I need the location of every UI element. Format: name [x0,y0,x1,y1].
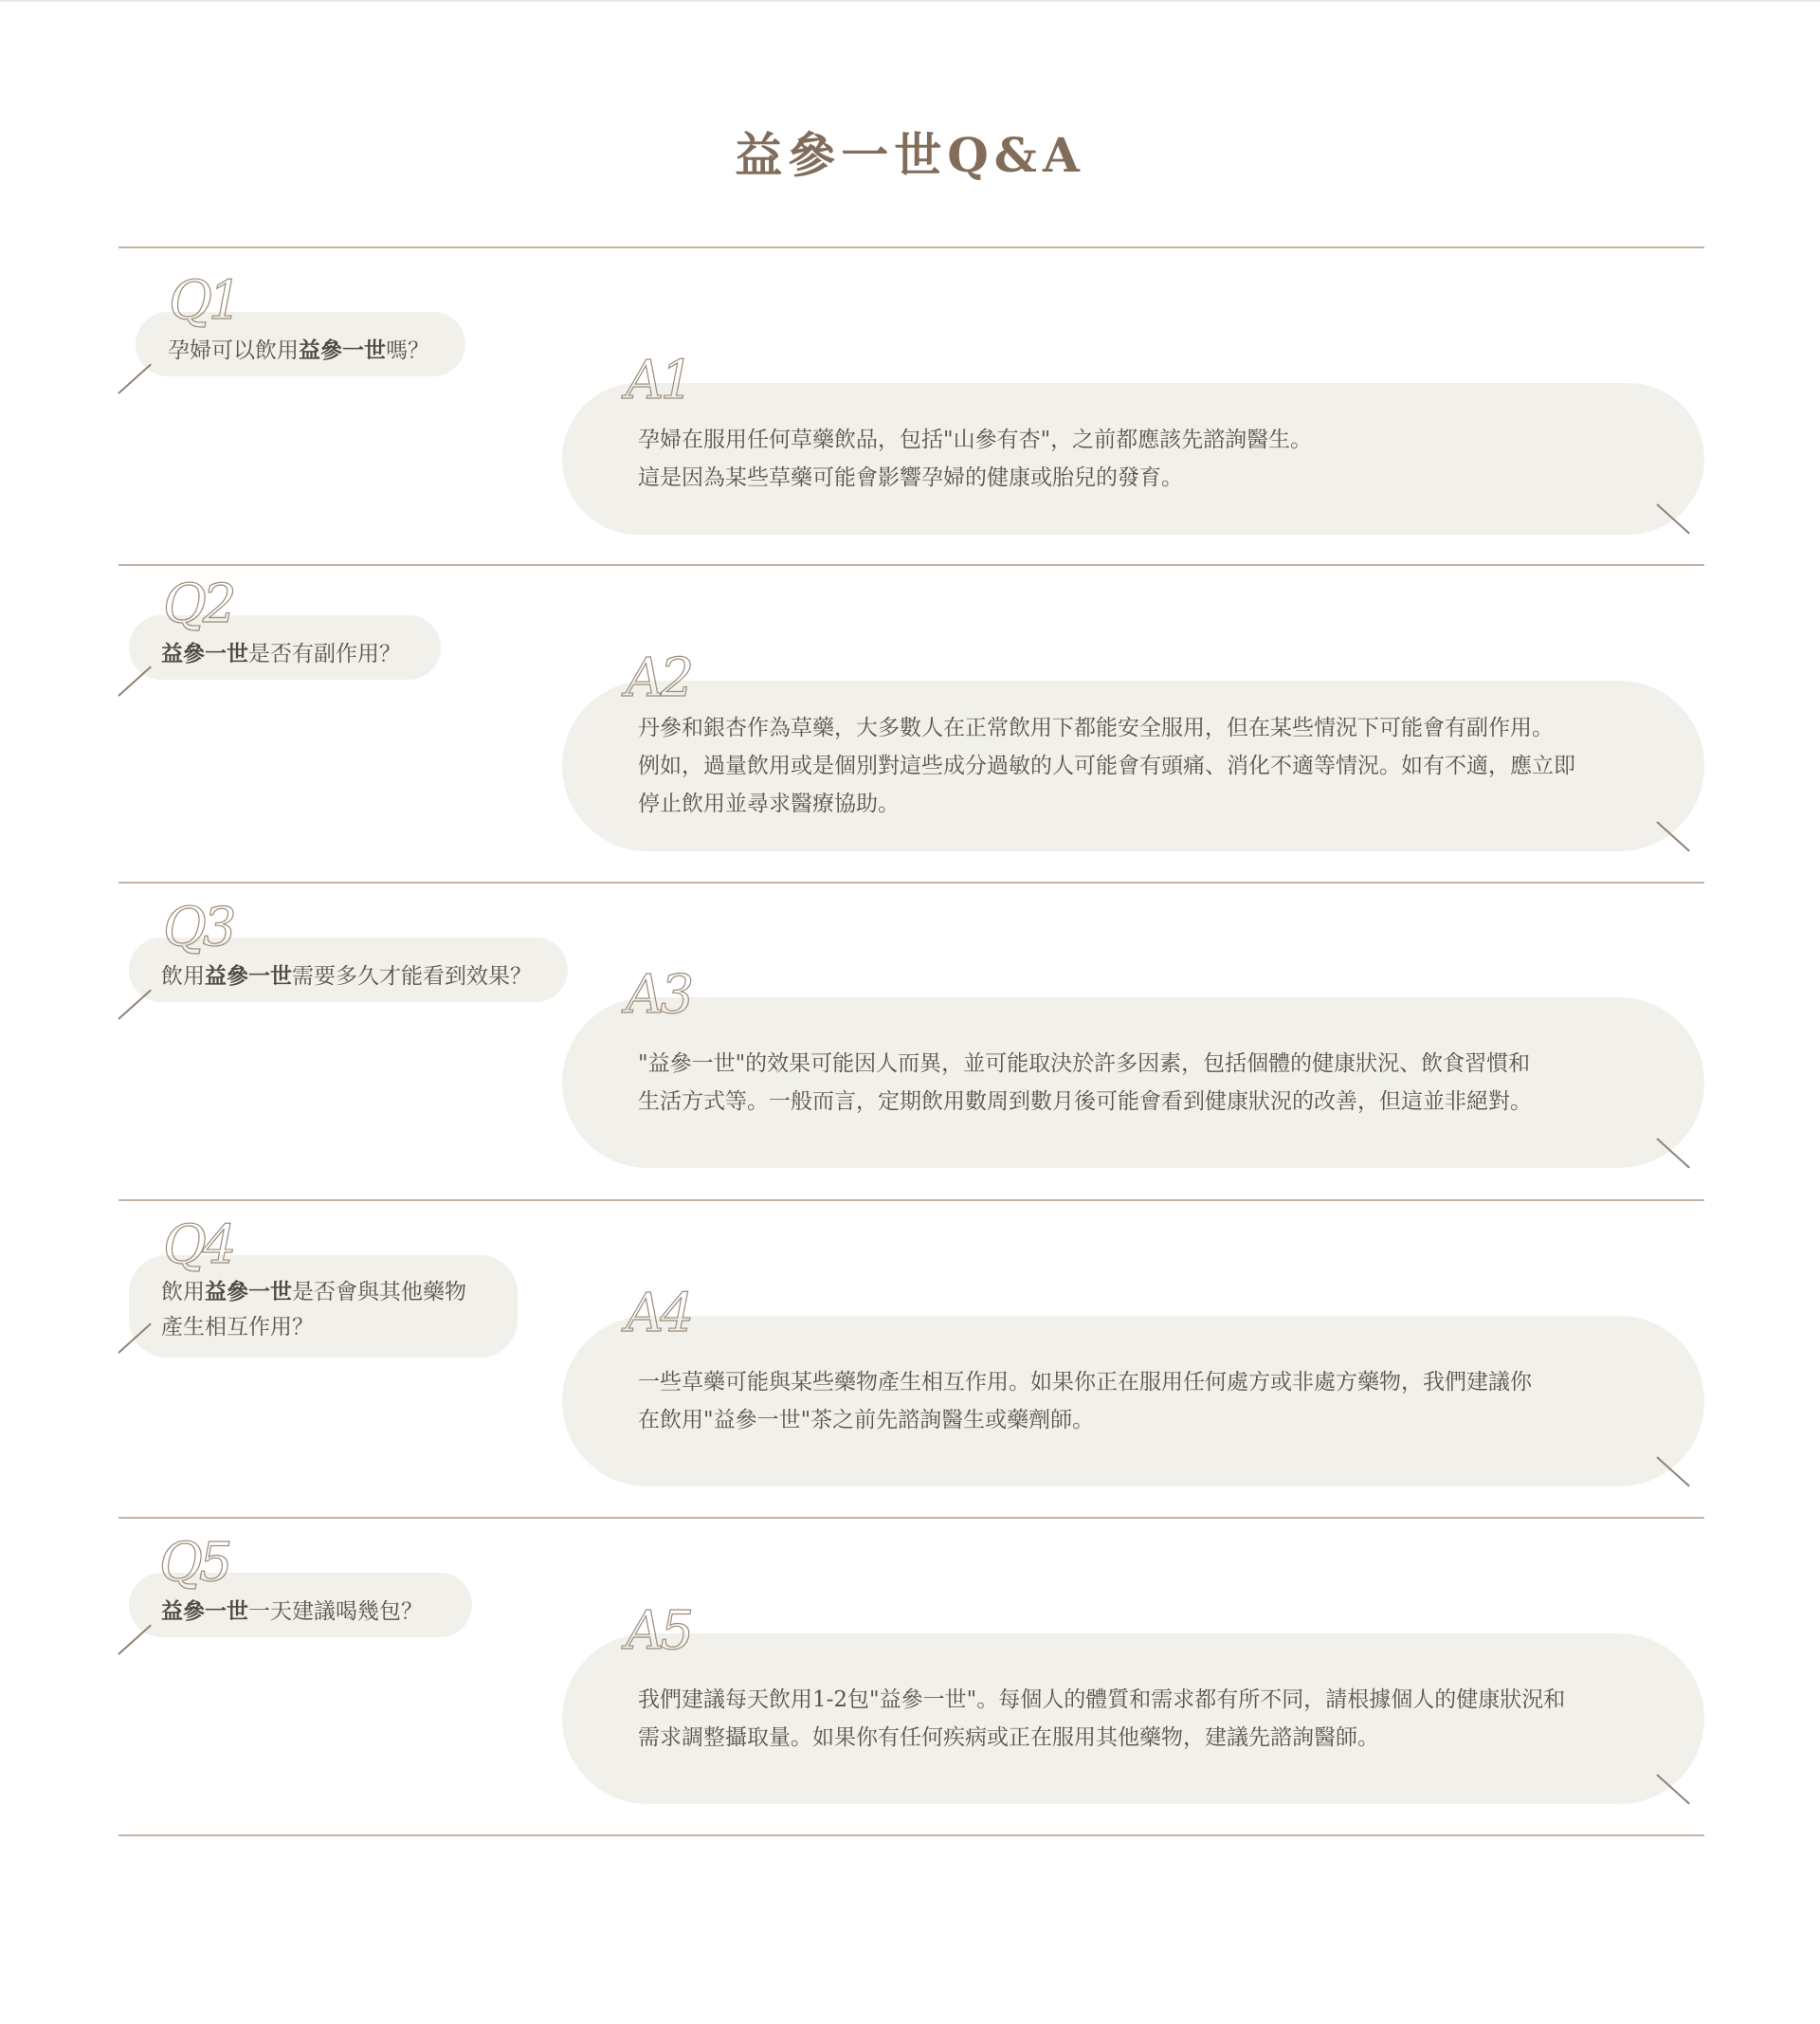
divider [118,564,1704,566]
answer-bubble [562,997,1704,1168]
question-tail [118,989,152,1019]
page-title: 益參一世Q&A [735,127,1085,183]
product-name: 益參一世 [205,1279,292,1304]
divider [118,1834,1704,1836]
question-text: 是否會與其他藥物 [292,1280,466,1304]
answer-bubble [562,1633,1704,1804]
question-text: 需要多久才能看到效果？ [292,964,532,989]
question-tail [118,363,152,393]
question-number: Q3 [163,897,233,958]
answer-number: A3 [626,964,691,1026]
question-line: 產生相互作用？ [161,1315,314,1340]
answer-number: A5 [626,1600,691,1662]
answer-number: A4 [626,1283,691,1344]
product-name: 益參一世 [161,1598,248,1624]
product-name: 益參一世 [205,963,292,989]
answer-number: A2 [626,647,691,709]
question-tail [118,1624,152,1654]
divider [118,246,1704,248]
divider [118,1517,1704,1519]
divider [118,882,1704,884]
question-number: Q5 [159,1532,229,1594]
answer-line: 需求調整攝取量。如果你有任何疾病或正在服用其他藥物，建議先諮詢醫師。 [638,1725,1379,1750]
answer-line: 停止飲用並尋求醫療協助。 [638,792,900,816]
question-number: Q2 [163,574,233,635]
question-text: 飲用 [161,1280,205,1304]
question-text: 是否有副作用？ [248,642,401,666]
question-number: Q1 [169,270,239,332]
answer-bubble [562,383,1704,535]
top-border [0,0,1820,2]
answer-line: 例如，過量飲用或是個別對這些成分過敏的人可能會有頭痛、消化不適等情況。如有不適，應立即 [638,754,1575,778]
answer-line: 在飲用"益參一世"茶之前先諮詢醫生或藥劑師。 [638,1408,1095,1432]
answer-line: 孕婦在服用任何草藥飲品，包括"山參有杏"，之前都應該先諮詢醫生。 [638,428,1313,452]
question-number: Q4 [163,1214,233,1276]
question-tail [118,666,152,696]
answer-line: 這是因為某些草藥可能會影響孕婦的健康或胎兒的發育。 [638,465,1183,490]
answer-line: 我們建議每天飲用1-2包"益參一世"。每個人的體質和需求都有所不同，請根據個人的健康狀況和 [638,1687,1566,1712]
question-line [161,1274,485,1310]
answer-bubble [562,1316,1704,1486]
question-text: 一天建議喝幾包？ [248,1599,423,1624]
answer-line: 生活方式等。一般而言，定期飲用數周到數月後可能會看到健康狀況的改善，但這並非絕對。 [638,1089,1532,1114]
answer-bubble [562,681,1704,851]
divider [118,1199,1704,1201]
question-text: 飲用 [161,964,205,989]
answer-line: "益參一世"的效果可能因人而異，並可能取決於許多因素，包括個體的健康狀況、飲食習慣和 [638,1051,1531,1076]
product-name: 益參一世 [161,641,248,666]
answer-line: 一些草藥可能與某些藥物產生相互作用。如果你正在服用任何處方或非處方藥物，我們建議你 [638,1370,1532,1395]
question-text: 嗎？ [386,338,429,363]
product-name: 益參一世 [299,337,386,363]
answer-line: 丹參和銀杏作為草藥，大多數人在正常飲用下都能安全服用，但在某些情況下可能會有副作用。 [638,716,1554,740]
question-text: 孕婦可以飲用 [168,338,299,363]
answer-number: A1 [626,350,691,411]
